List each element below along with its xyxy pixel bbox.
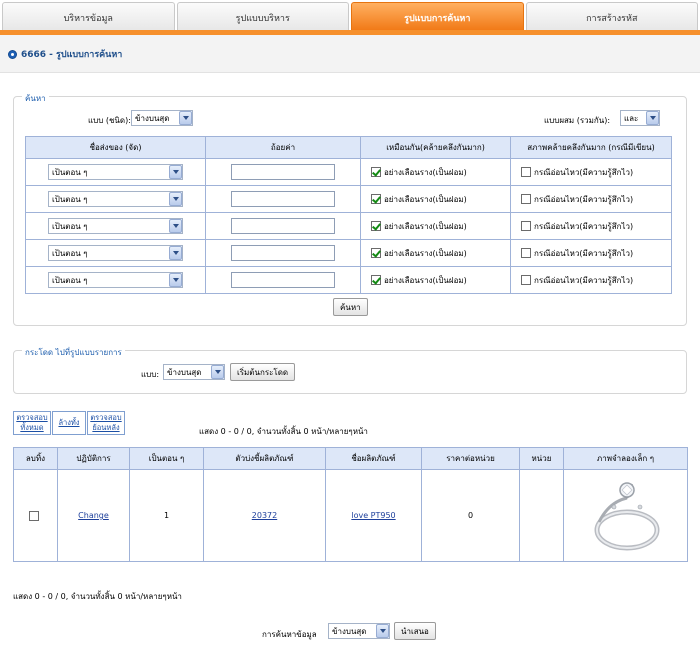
tab-code-creation[interactable]: การสร้างรหัส — [526, 2, 699, 32]
column-header: ถ้อยค่า — [206, 137, 361, 159]
page-title-text: 6666 - รูปแบบการค้นหา — [21, 50, 123, 60]
delete-checkbox[interactable] — [29, 511, 39, 521]
field-select-wrap — [48, 272, 183, 288]
column-header: ลบทิ้ง — [14, 448, 58, 470]
exact-checkbox[interactable] — [371, 194, 381, 204]
exact-checkbox[interactable] — [371, 275, 381, 285]
price-cell: 0 — [422, 470, 520, 562]
field-select-wrap — [48, 191, 183, 207]
footer-label: การค้นหาข้อมูล — [262, 630, 317, 639]
exact-label: อย่างเลือนราง(เป็นฝอม) — [384, 167, 467, 177]
check-back-link[interactable]: ตรวจสอบย้อนหลัง — [87, 411, 125, 435]
sort-select-wrap — [131, 110, 193, 126]
value-input[interactable] — [231, 164, 335, 180]
thumbnail-cell — [564, 470, 688, 562]
column-header: ภาพจำลองเล็ก ๆ — [564, 448, 688, 470]
value-input[interactable] — [231, 218, 335, 234]
sensitive-label: กรณีอ่อนไหว(มีความรู้สึกไว) — [534, 275, 634, 285]
results-table — [13, 447, 688, 562]
sensitive-label: กรณีอ่อนไหว(มีความรู้สึกไว) — [534, 248, 634, 258]
search-criteria-table — [25, 136, 672, 294]
field-select-wrap — [48, 218, 183, 234]
clear-link[interactable]: ล้างทั้ง — [52, 411, 86, 435]
exact-label: อย่างเลือนราง(เป็นฝอม) — [384, 248, 467, 258]
field-select-wrap — [48, 245, 183, 261]
jump-button[interactable]: เริ่มต้นกระโดด — [230, 363, 295, 381]
value-input[interactable] — [231, 272, 335, 288]
search-button[interactable]: ค้นหา — [333, 298, 368, 316]
footer-select[interactable] — [328, 623, 390, 639]
sensitive-label: กรณีอ่อนไหว(มีความรู้สึกไว) — [534, 194, 634, 204]
exact-label: อย่างเลือนราง(เป็นฝอม) — [384, 275, 467, 285]
jump-label: แบบ: — [141, 370, 160, 379]
tab-data-management[interactable]: บริหารข้อมูล — [2, 2, 175, 32]
column-header: หน่วย — [520, 448, 564, 470]
field-select[interactable] — [48, 191, 183, 207]
exact-label: อย่างเลือนราง(เป็นฝอม) — [384, 194, 467, 204]
table-row — [14, 470, 688, 562]
search-legend: ค้นหา — [22, 92, 49, 105]
unit-cell — [520, 470, 564, 562]
sensitive-label: กรณีอ่อนไหว(มีความรู้สึกไว) — [534, 167, 634, 177]
column-header: ชื่อผลิตภัณฑ์ — [326, 448, 422, 470]
field-select[interactable] — [48, 272, 183, 288]
sensitive-label: กรณีอ่อนไหว(มีความรู้สึกไว) — [534, 221, 634, 231]
combine-select-wrap — [620, 110, 660, 126]
change-link[interactable]: Change — [78, 511, 109, 520]
jump-legend: กระโดด ไปที่รูปแบบรายการ — [22, 346, 125, 359]
column-header: สภาพคล้ายคลึงกันมาก (กรณีมีเขียน) — [511, 137, 672, 159]
field-select[interactable] — [48, 218, 183, 234]
paging-info-bottom: แสดง 0 - 0 / 0, จำนวนทั้งสิ้น 0 หน้า/หลายๆหน้า — [13, 592, 182, 601]
jump-select-wrap — [163, 364, 225, 380]
column-header: ชื่อส่งของ (จัด) — [26, 137, 206, 159]
column-header: ตัวบ่งชี้ผลิตภัณฑ์ — [204, 448, 326, 470]
combine-select[interactable] — [620, 110, 660, 126]
value-input[interactable] — [231, 191, 335, 207]
criteria-row — [26, 159, 672, 186]
sensitive-checkbox[interactable] — [521, 167, 531, 177]
field-select-wrap — [48, 164, 183, 180]
field-select[interactable] — [48, 164, 183, 180]
sort-select[interactable] — [131, 110, 193, 126]
paging-info-top: แสดง 0 - 0 / 0, จำนวนทั้งสิ้น 0 หน้า/หลายๆหน้า — [199, 427, 368, 436]
page-title — [8, 47, 122, 61]
exact-checkbox[interactable] — [371, 167, 381, 177]
combine-label: แบบผสม (รวมกัน): — [544, 116, 611, 125]
product-name-link[interactable]: love PT950 — [351, 511, 396, 520]
exact-checkbox[interactable] — [371, 221, 381, 231]
product-id-link[interactable]: 20372 — [251, 511, 278, 520]
check-all-link[interactable]: ตรวจสอบทั้งหมด — [13, 411, 51, 435]
criteria-row — [26, 240, 672, 267]
sensitive-checkbox[interactable] — [521, 248, 531, 258]
criteria-row — [26, 213, 672, 240]
exact-checkbox[interactable] — [371, 248, 381, 258]
sensitive-checkbox[interactable] — [521, 221, 531, 231]
exact-label: อย่างเลือนราง(เป็นฝอม) — [384, 221, 467, 231]
criteria-row — [26, 186, 672, 213]
present-button[interactable]: นำเสนอ — [394, 622, 436, 640]
criteria-row — [26, 267, 672, 294]
bullet-circle-icon — [8, 50, 17, 59]
column-header: เป็นตอน ๆ — [130, 448, 204, 470]
column-header: เหมือนกัน(คล้ายคลึงกันมาก) — [361, 137, 511, 159]
seq-cell: 1 — [130, 470, 204, 562]
column-header: ราคาต่อหน่วย — [422, 448, 520, 470]
tab-management-format[interactable]: รูปแบบบริหาร — [177, 2, 350, 32]
jump-select[interactable] — [163, 364, 225, 380]
value-input[interactable] — [231, 245, 335, 261]
ring-image[interactable] — [587, 472, 665, 558]
sensitive-checkbox[interactable] — [521, 275, 531, 285]
tab-search-format[interactable]: รูปแบบการค้นหา — [351, 2, 524, 32]
sort-label: แบบ (ชนิด): — [88, 116, 131, 125]
column-header: ปฏิบัติการ — [58, 448, 130, 470]
field-select[interactable] — [48, 245, 183, 261]
footer-select-wrap — [328, 623, 390, 639]
sensitive-checkbox[interactable] — [521, 194, 531, 204]
